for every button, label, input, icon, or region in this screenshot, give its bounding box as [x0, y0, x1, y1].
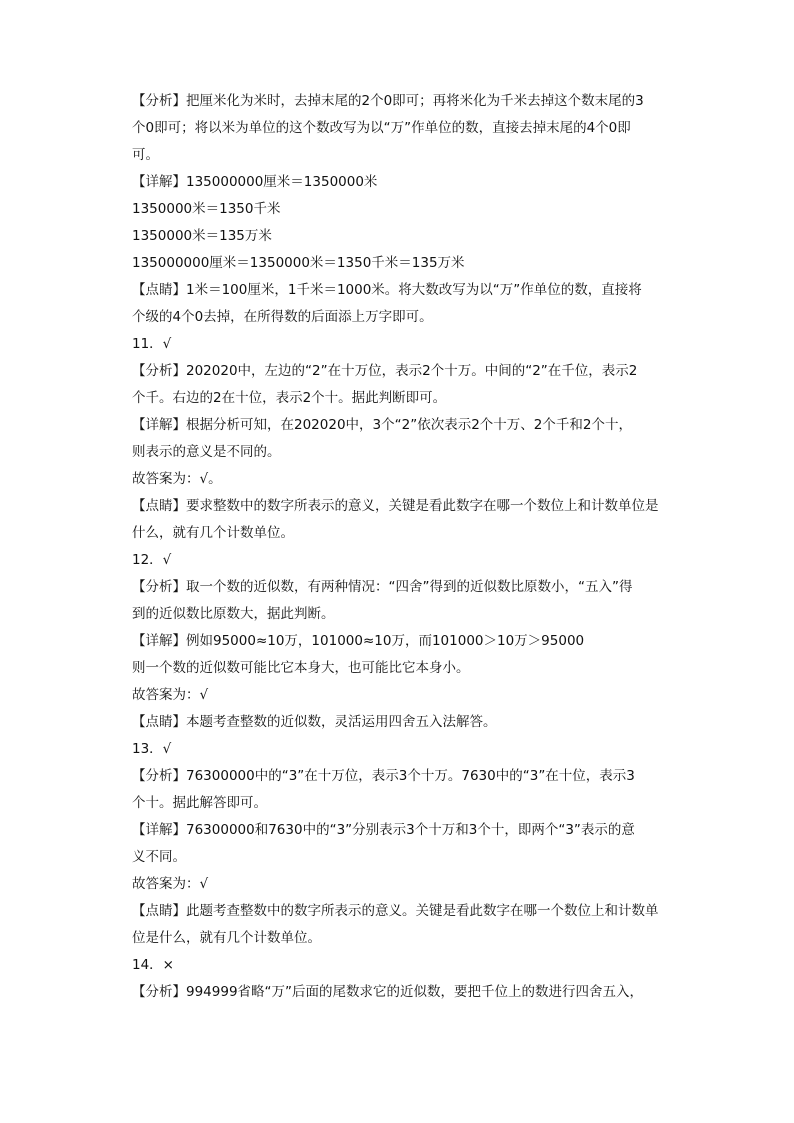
- text-line: 135000000厘米＝1350000米＝1350千米＝135万米: [132, 255, 465, 271]
- text-line: 【分析】994999省略“万”后面的尾数求它的近似数，要把千位上的数进行四舍五入，: [132, 984, 644, 1000]
- text-line: 【点睛】此题考查整数中的数字所表示的意义。关键是看此数字在哪一个数位上和计数单: [132, 903, 659, 919]
- text-line: 个级的4个0去掉，在所得数的后面添上万字即可。: [132, 309, 433, 325]
- text-line: 故答案为：√: [132, 687, 209, 703]
- text-line: 【点睛】要求整数中的数字所表示的意义，关键是看此数字在哪一个数位上和计数单位是: [132, 498, 659, 514]
- text-line: 12．√: [132, 552, 172, 568]
- text-line: 11．√: [132, 336, 172, 352]
- text-line: 【点睛】1米＝100厘米，1千米＝1000米。将大数改写为以“万”作单位的数，直接将: [132, 282, 642, 298]
- text-line: 什么，就有几个计数单位。: [132, 525, 294, 541]
- text-line: 个十。据此解答即可。: [132, 795, 267, 811]
- text-line: 义不同。: [132, 849, 186, 865]
- text-line: 【详解】76300000和7630中的“3”分别表示3个十万和3个十，即两个“3”表示的意: [132, 822, 635, 838]
- text-line: 【详解】例如95000≈10万，101000≈10万，而101000＞10万＞95000: [132, 633, 585, 649]
- text-line: 个千。右边的2在十位，表示2个十。据此判断即可。: [132, 390, 447, 406]
- text-line: 1350000米＝1350千米: [132, 201, 281, 217]
- answer-text-block: [132, 88, 680, 1006]
- text-line: 故答案为：√。: [132, 471, 222, 487]
- text-line: 【分析】202020中，左边的“2”在十万位，表示2个十万。中间的“2”在千位，表示2: [132, 363, 638, 379]
- text-line: 则表示的意义是不同的。: [132, 444, 281, 460]
- text-line: 故答案为：√: [132, 876, 209, 892]
- text-line: 13．√: [132, 741, 172, 757]
- text-line: 【点睛】本题考查整数的近似数，灵活运用四舍五入法解答。: [132, 714, 497, 730]
- text-line: 【分析】76300000中的“3”在十万位，表示3个十万。7630中的“3”在十位，表示3: [132, 768, 635, 784]
- text-line: 【详解】根据分析可知，在202020中，3个“2”依次表示2个十万、2个千和2个十，: [132, 417, 632, 433]
- text-line: 位是什么，就有几个计数单位。: [132, 930, 321, 946]
- text-line: 则一个数的近似数可能比它本身大，也可能比它本身小。: [132, 660, 470, 676]
- text-line: 【分析】把厘米化为米时，去掉末尾的2个0即可；再将米化为千米去掉这个数末尾的3: [132, 93, 644, 109]
- text-line: 个0即可；将以米为单位的这个数改写为以“万”作单位的数，直接去掉末尾的4个0即: [132, 120, 631, 136]
- text-line: 1350000米＝135万米: [132, 228, 272, 244]
- text-line: 到的近似数比原数大，据此判断。: [132, 606, 335, 622]
- text-line: 14．×: [132, 957, 174, 973]
- text-line: 可。: [132, 147, 159, 163]
- text-line: 【分析】取一个数的近似数，有两种情况：“四舍”得到的近似数比原数小，“五入”得: [132, 579, 633, 595]
- text-line: 【详解】135000000厘米＝1350000米: [132, 174, 378, 190]
